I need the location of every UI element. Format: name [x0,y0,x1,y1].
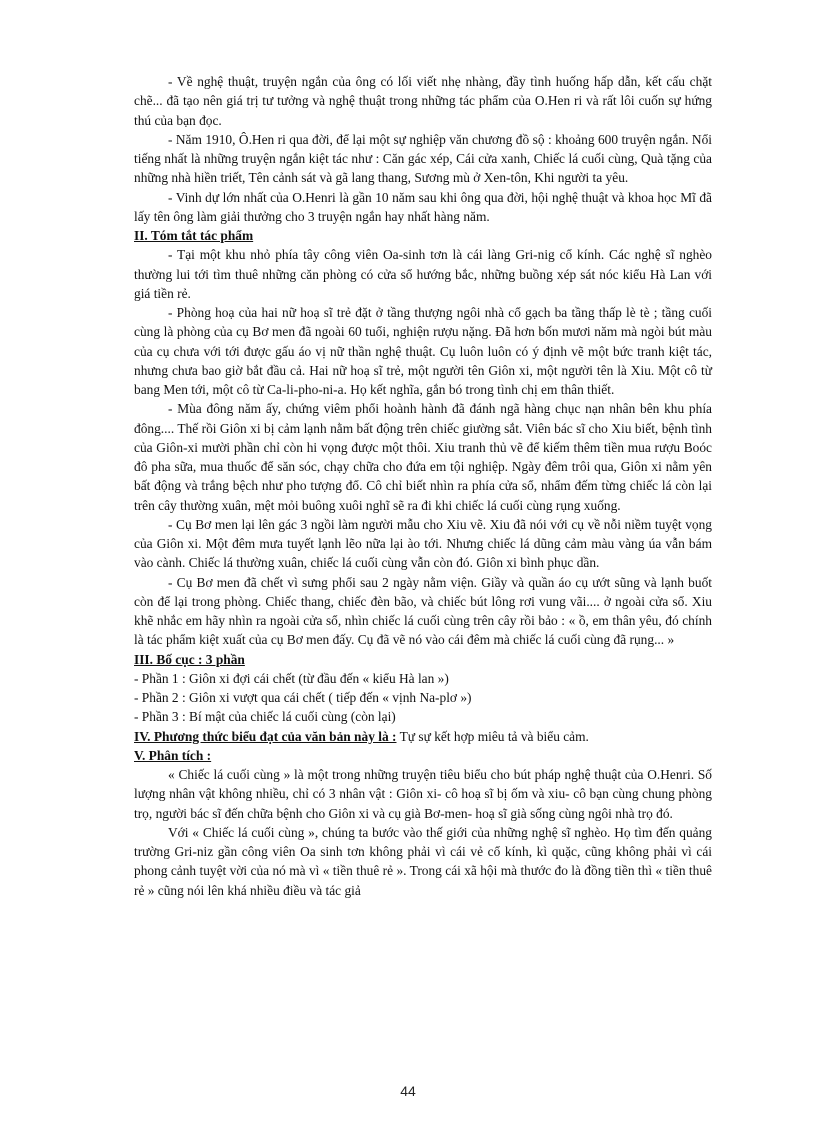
analysis-paragraph-1: « Chiếc lá cuối cùng » là một trong những truyện tiêu biểu cho bút pháp nghệ thuật của O.Henri. Số lượng nhân vật không nhiều, chỉ có 3 nhân vật : Giôn xi- cô hoạ sĩ bị ốm và xiu- cô bạn cùng chung phòng trọ, người bác sĩ đến chữa bệnh cho Giôn xi và cụ già Bơ-men- hoạ sĩ già sống cùng ngôi nhà trọ đó. [134,767,712,821]
intro-paragraph-1: - Về nghệ thuật, truyện ngắn của ông có lối viết nhẹ nhàng, đầy tình huống hấp dẫn, kết cấu chặt chẽ... đã tạo nên giá trị tư tưởng và nghệ thuật trong những tác phẩm của O.Hen ri và rất lôi cuốn sự hứng thú của bạn đọc. [134,74,712,128]
summary-paragraph-1: - Tại một khu nhỏ phía tây công viên Oa-sinh tơn là cái làng Gri-nig cổ kính. Các nghệ sĩ nghèo thường lui tới tìm thuê những căn phòng có cửa sổ hướng bắc, những buồng xép sát nóc kiểu Hà Lan với giá tiền rẻ. [134,247,712,301]
section-5-heading: V. Phân tích : [134,747,212,763]
document-page [134,72,712,900]
summary-paragraph-3: - Mùa đông năm ấy, chứng viêm phổi hoành hành đã đánh ngã hàng chục nạn nhân bên khu phía đông.... Thế rồi Giôn xi bị cảm lạnh nằm bất động trên chiếc giường sắt. Viên bác sĩ cho Xiu biết, bệnh tình của Giôn-xi mười phần chỉ còn hi vọng được một thôi. Xiu tranh thủ vẽ để kiếm thêm tiền mua rượu Boóc đô pha sữa, mua thuốc để săn sóc, chạy chữa cho đứa em tội nghiệp. Ngày đêm trôi qua, Giôn xi nằm yên bất động và trắng bệch như pho tượng đổ. Cô chỉ biết nhìn ra phía cửa sổ, nhẩm đếm từng chiếc lá còn lại trên cây thường xuân, mệt mỏi buông xuôi nghĩ sẽ ra đi khi chiếc lá cuối cùng rụng xuống. [134,401,712,513]
section-4-heading: IV. Phương thức biểu đạt của văn bản này là : [134,728,397,744]
structure-part-3: - Phần 3 : Bí mật của chiếc lá cuối cùng (còn lại) [134,709,396,725]
intro-paragraph-2: - Năm 1910, Ô.Hen ri qua đời, để lại một sự nghiệp văn chương đồ sộ : khoảng 600 truyện ngắn. Nổi tiếng nhất là những truyện ngắn kiệt tác như : Căn gác xép, Cái cửa xanh, Chiếc lá cuối cùng, Quà tặng của những nhà hiền triết, Tên cảnh sát và gã lang thang, Sương mù ở Xen-tôn, Khi người ta yêu. [134,131,712,186]
page-number: 44 [400,1083,416,1099]
section-4-text: Tự sự kết hợp miêu tả và biểu cảm. [396,728,589,744]
section-4-line [134,727,712,746]
summary-paragraph-2: - Phòng hoạ của hai nữ hoạ sĩ trẻ đặt ở tầng thượng ngôi nhà cổ gạch ba tầng thấp lè tè ; tầng cuối cùng là phòng của cụ Bơ men đã ngoài 60 tuổi, nghiện rượu nặng. Đã hơn bốn mươi năm mà ngòi bút màu của cụ chưa với tới được gấu áo vị nữ thần nghệ thuật. Cụ luôn luôn có ý định vẽ một bức tranh kiệt tác, nhưng chưa bao giờ bắt đầu cả. Hai nữ hoạ sĩ trẻ, một người tên Giôn xi, một người tên là Xiu. Một cô từ bang Men tới, một cô từ Ca-li-pho-ni-a. Họ kết nghĩa, gắn bó trong tình chị em thân thiết. [134,305,712,397]
structure-part-1: - Phần 1 : Giôn xi đợi cái chết (từ đầu đến « kiểu Hà lan ») [134,670,449,686]
summary-paragraph-4: - Cụ Bơ men lại lên gác 3 ngồi làm người mẫu cho Xiu vẽ. Xiu đã nói với cụ về nỗi niềm tuyệt vọng của Giôn xi. Một đêm mưa tuyết lạnh lẽo nữa lại ào tới. Nhưng chiếc lá dũng cảm màu vàng úa vẫn bám vào cành. Chiếc lá thường xuân, chiếc lá cuối cùng vẫn còn đó. Giôn xi bình phục dần. [134,516,712,571]
section-3-heading: III. Bố cục : 3 phần [134,651,245,667]
summary-paragraph-5: - Cụ Bơ men đã chết vì sưng phổi sau 2 ngày nằm viện. Giầy và quần áo cụ ướt sũng và lạnh buốt còn để lại trong phòng. Chiếc thang, chiếc đèn bão, và chiếc bút lông rơi vung vãi.... ở ngoài cửa sổ. Xiu khẽ nhắc em hãy nhìn ra ngoài cửa sổ, nhìn chiếc lá cuối cùng trên cây rồi bảo : « ồ, em thân yêu, đó chính là tác phẩm kiệt xuất của cụ Bơ men đấy. Cụ đã vẽ nó vào cái đêm mà chiếc lá cuối cùng đã rụng... » [134,574,712,648]
analysis-paragraph-2: Với « Chiếc lá cuối cùng », chúng ta bước vào thế giới của những nghệ sĩ nghèo. Họ tìm đến quảng trường Gri-niz gần công viên Oa sinh tơn không phải vì cái vẻ cổ kính, kì quặc, cũng không phải vì cái phong cảnh tuyệt vời của nó mà vì « tiền thuê rẻ ». Trong cái xã hội mà thước đo là đồng tiền thì « tiền thuê rẻ » cũng nói lên khá nhiều điều và tác giả [134,824,712,898]
structure-part-2: - Phần 2 : Giôn xi vượt qua cái chết ( tiếp đến « vịnh Na-plơ ») [134,690,472,705]
section-2-heading: II. Tóm tắt tác phẩm [134,228,254,243]
intro-paragraph-3: - Vinh dự lớn nhất của O.Henri là gần 10 năm sau khi ông qua đời, hội nghệ thuật và khoa học Mĩ đã lấy tên ông làm giải thưởng cho 3 truyện ngắn hay nhất hàng năm. [134,189,712,224]
